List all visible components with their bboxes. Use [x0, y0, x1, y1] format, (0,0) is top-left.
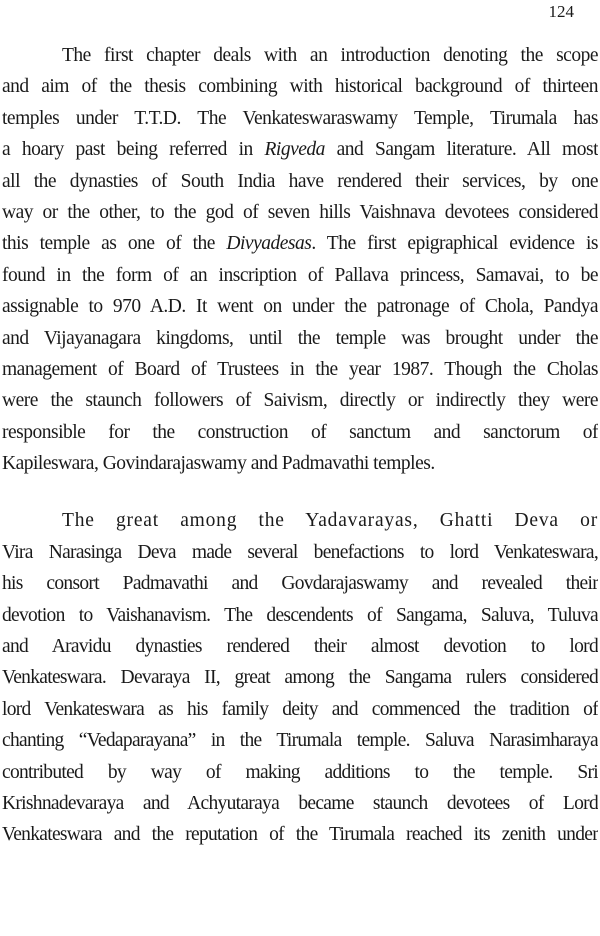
body-text	[0, 40, 600, 851]
text-line: his consort Padmavathi and Govdarajaswamy and revealed their	[2, 573, 598, 595]
text-line: Venkateswara and the reputation of the Tirumala reached its zenith under	[2, 824, 598, 846]
text-line: and Vijayanagara kingdoms, until the temple was brought under the	[2, 327, 598, 349]
text-line: temples under T.T.D. The Venkateswaraswamy Temple, Tirumala has	[2, 107, 598, 129]
text-line: found in the form of an inscription of Pallava princess, Samavai, to be	[2, 264, 598, 286]
text-line: a hoary past being referred in Rigveda and Sangam literature. All most	[2, 139, 598, 161]
text-line: assignable to 970 A.D. It went on under the patronage of Chola, Pandya	[2, 296, 598, 318]
paragraph-gap	[0, 479, 600, 505]
text-line: and Aravidu dynasties rendered their almost devotion to lord	[2, 636, 598, 658]
text-line: contributed by way of making additions to the temple. Sri	[2, 761, 598, 783]
text-line: Kapileswara, Govindarajaswamy and Padmavathi temples.	[2, 453, 435, 475]
text-line: management of Board of Trustees in the year 1987. Though the Cholas	[2, 358, 598, 380]
text-line: lord Venkateswara as his family deity and commenced the tradition of	[2, 698, 598, 720]
text-line: all the dynasties of South India have rendered their services, by one	[2, 170, 598, 192]
text-line: The great among the Yadavarayas, Ghatti Deva or	[62, 510, 598, 532]
paragraph-1	[0, 40, 600, 479]
text-line: Venkateswara. Devaraya II, great among the Sangama rulers considered	[2, 667, 598, 689]
text-line: this temple as one of the Divyadesas. The first epigraphical evidence is	[2, 233, 598, 255]
text-line: way or the other, to the god of seven hills Vaishnava devotees considered	[2, 201, 598, 223]
text-line: Vira Narasinga Deva made several benefactions to lord Venkateswara,	[2, 541, 598, 563]
text-line: were the staunch followers of Saivism, directly or indirectly they were	[2, 390, 598, 412]
text-line: chanting “Vedaparayana” in the Tirumala temple. Saluva Narasimharaya	[2, 730, 598, 752]
text-line: devotion to Vaishanavism. The descendents of Sangama, Saluva, Tuluva	[2, 604, 598, 626]
paragraph-2	[0, 505, 600, 850]
text-line: and aim of the thesis combining with historical background of thirteen	[2, 76, 598, 98]
page-number: 124	[548, 2, 574, 21]
text-line: responsible for the construction of sanctum and sanctorum of	[2, 421, 598, 443]
text-line: The first chapter deals with an introduction denoting the scope	[62, 45, 598, 66]
text-line: Krishnadevaraya and Achyutaraya became staunch devotees of Lord	[2, 792, 598, 814]
